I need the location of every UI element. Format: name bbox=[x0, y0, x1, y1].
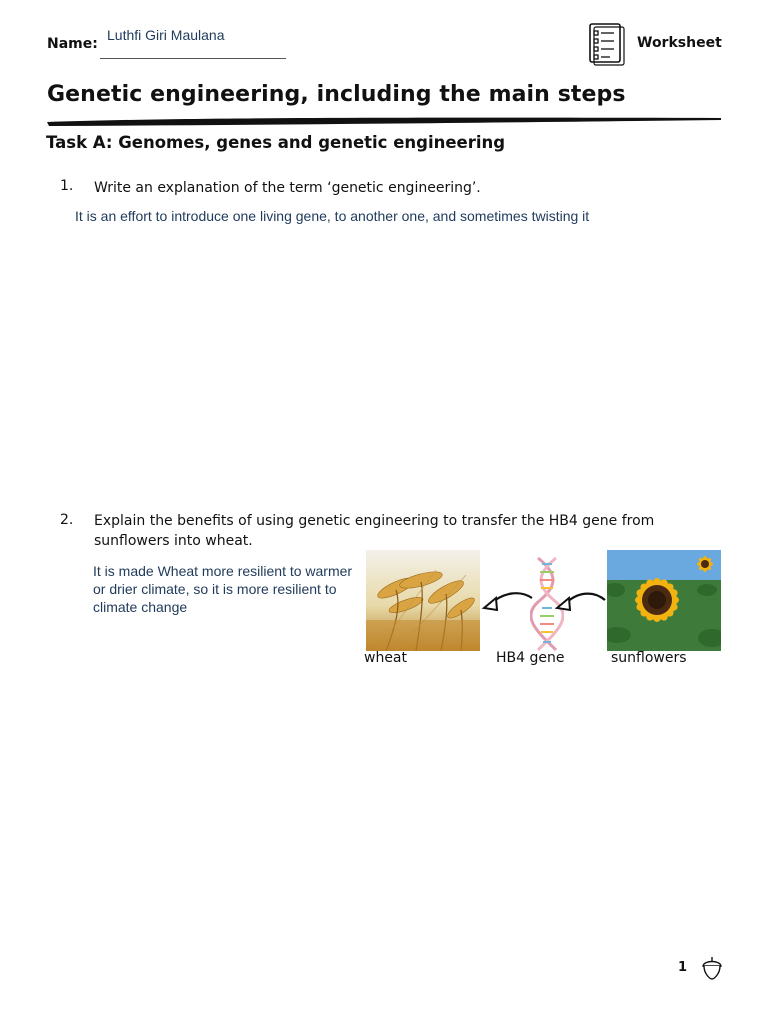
figure-caption: HB4 gene bbox=[496, 650, 565, 666]
sunflower-image bbox=[607, 550, 721, 651]
name-label: Name: bbox=[47, 36, 98, 52]
title-brush-divider bbox=[45, 114, 723, 128]
checklist-icon bbox=[586, 22, 628, 66]
question-text: Write an explanation of the term ‘genetic engineering’. bbox=[94, 180, 481, 196]
figure-caption: sunflowers bbox=[611, 650, 687, 666]
question-text: Explain the benefits of using genetic engineering to transfer the HB4 gene from sunflowers into wheat. bbox=[94, 513, 655, 549]
arrow-icon bbox=[480, 586, 536, 616]
figure-caption: wheat bbox=[364, 650, 408, 666]
question-number: 1. bbox=[60, 178, 74, 194]
wheat-image bbox=[366, 550, 480, 651]
task-heading: Task A: Genomes, genes and genetic engineering bbox=[46, 133, 506, 152]
name-field-value[interactable]: Luthfi Giri Maulana bbox=[107, 27, 225, 43]
answer-text[interactable]: It is made Wheat more resilient to warmer or drier climate, so it is more resilient to climate change bbox=[93, 563, 353, 615]
question-number: 2. bbox=[60, 512, 74, 528]
arrow-icon bbox=[553, 586, 609, 616]
acorn-icon bbox=[700, 955, 724, 981]
answer-text[interactable]: It is an effort to introduce one living gene, to another one, and sometimes twisting it bbox=[75, 208, 590, 224]
page-number: 1 bbox=[678, 960, 688, 975]
name-field-underline bbox=[100, 58, 286, 59]
page-title: Genetic engineering, including the main steps bbox=[47, 82, 626, 107]
worksheet-label: Worksheet bbox=[637, 35, 722, 51]
